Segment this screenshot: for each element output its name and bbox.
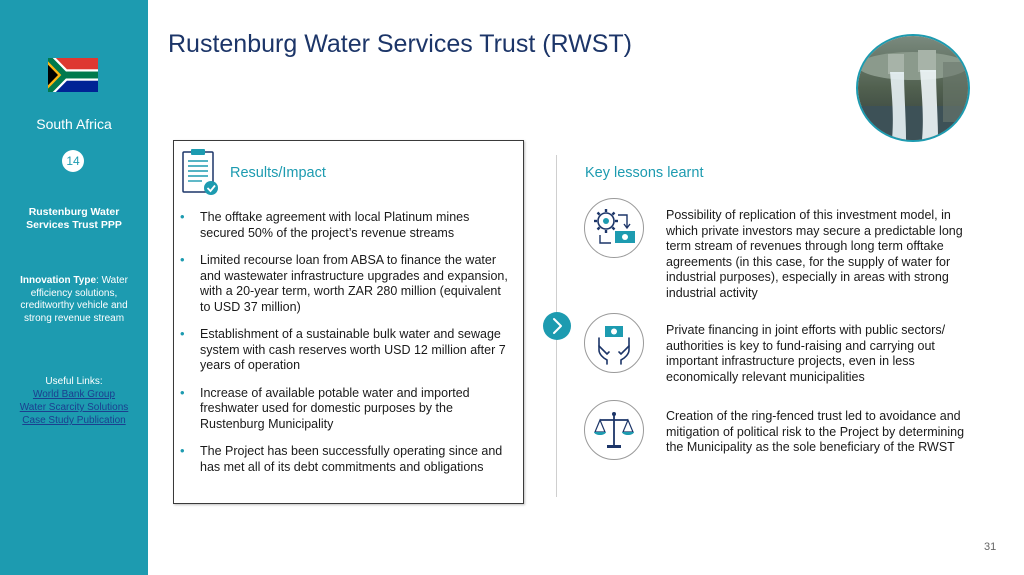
project-name: Rustenburg Water Services Trust PPP [26, 206, 122, 231]
list-item: • Establishment of a sustainable bulk water and sewage system with cash reserves worth USD 12 million after 7 years of operation [180, 327, 514, 374]
link-case-study-publication[interactable]: Case Study Publication [22, 415, 126, 426]
link-water-scarcity-solutions[interactable]: Water Scarcity Solutions [19, 402, 129, 413]
gear-money-icon [584, 198, 644, 258]
results-impact-heading: Results/Impact [230, 165, 326, 181]
innovation-type-text: Water efficiency solutions, creditworthy vehicle and strong revenue stream [20, 275, 128, 324]
useful-links-label: Useful Links: [45, 376, 103, 387]
results-list [180, 210, 514, 487]
hands-money-icon [584, 313, 644, 373]
case-number-badge: 14 [62, 150, 84, 172]
lesson-text-3: Creation of the ring-fenced trust led to avoidance and mitigation of political risk to the Project by determining the Municipality as the sole beneficiary of the RWST [666, 409, 965, 454]
scales-icon [584, 400, 644, 460]
innovation-type-label: Innovation Type [20, 275, 97, 286]
next-arrow-button[interactable] [543, 312, 571, 340]
list-item: • Limited recourse loan from ABSA to finance the water and wastewater infrastructure upgrades and expansion, with a 20-year term, worth ZAR 280 million (equivalent to USD 37 million) [180, 253, 514, 315]
water-outlet-photo [856, 34, 970, 142]
chevron-right-icon [543, 312, 571, 340]
innovation-type: Innovation Type: Water efficiency solutions, creditworthy vehicle and strong revenue stream [20, 275, 128, 324]
link-world-bank-group[interactable]: World Bank Group [32, 389, 116, 400]
key-lessons-heading: Key lessons learnt [585, 165, 704, 181]
useful-links [8, 375, 140, 427]
page-number: 31 [984, 541, 997, 553]
sidebar [0, 0, 148, 575]
south-africa-flag-icon [48, 58, 98, 92]
lesson-text-1: Possibility of replication of this investment model, in which private investors may secure a predictable long term stream of revenues through long term offtake agreements (in this case, for the supply of water for industrial purposes), especially in areas with strong industrial activity [666, 208, 963, 300]
clipboard-check-icon [180, 148, 220, 196]
country-label: South Africa [36, 116, 112, 132]
lesson-text-2: Private financing in joint efforts with public sectors/ authorities is key to fund-raising and carrying out important infrastructure projects, even in less economically relevant municipalities [666, 323, 946, 384]
page-title: Rustenburg Water Services Trust (RWST) [168, 30, 633, 58]
list-item: • Increase of available potable water and imported freshwater used for domestic purposes by the Rustenburg Municipality [180, 386, 514, 433]
list-item: • The offtake agreement with local Platinum mines secured 50% of the project’s revenue streams [180, 210, 514, 241]
list-item: • The Project has been successfully operating since and has met all of its debt commitments and obligations [180, 444, 514, 475]
